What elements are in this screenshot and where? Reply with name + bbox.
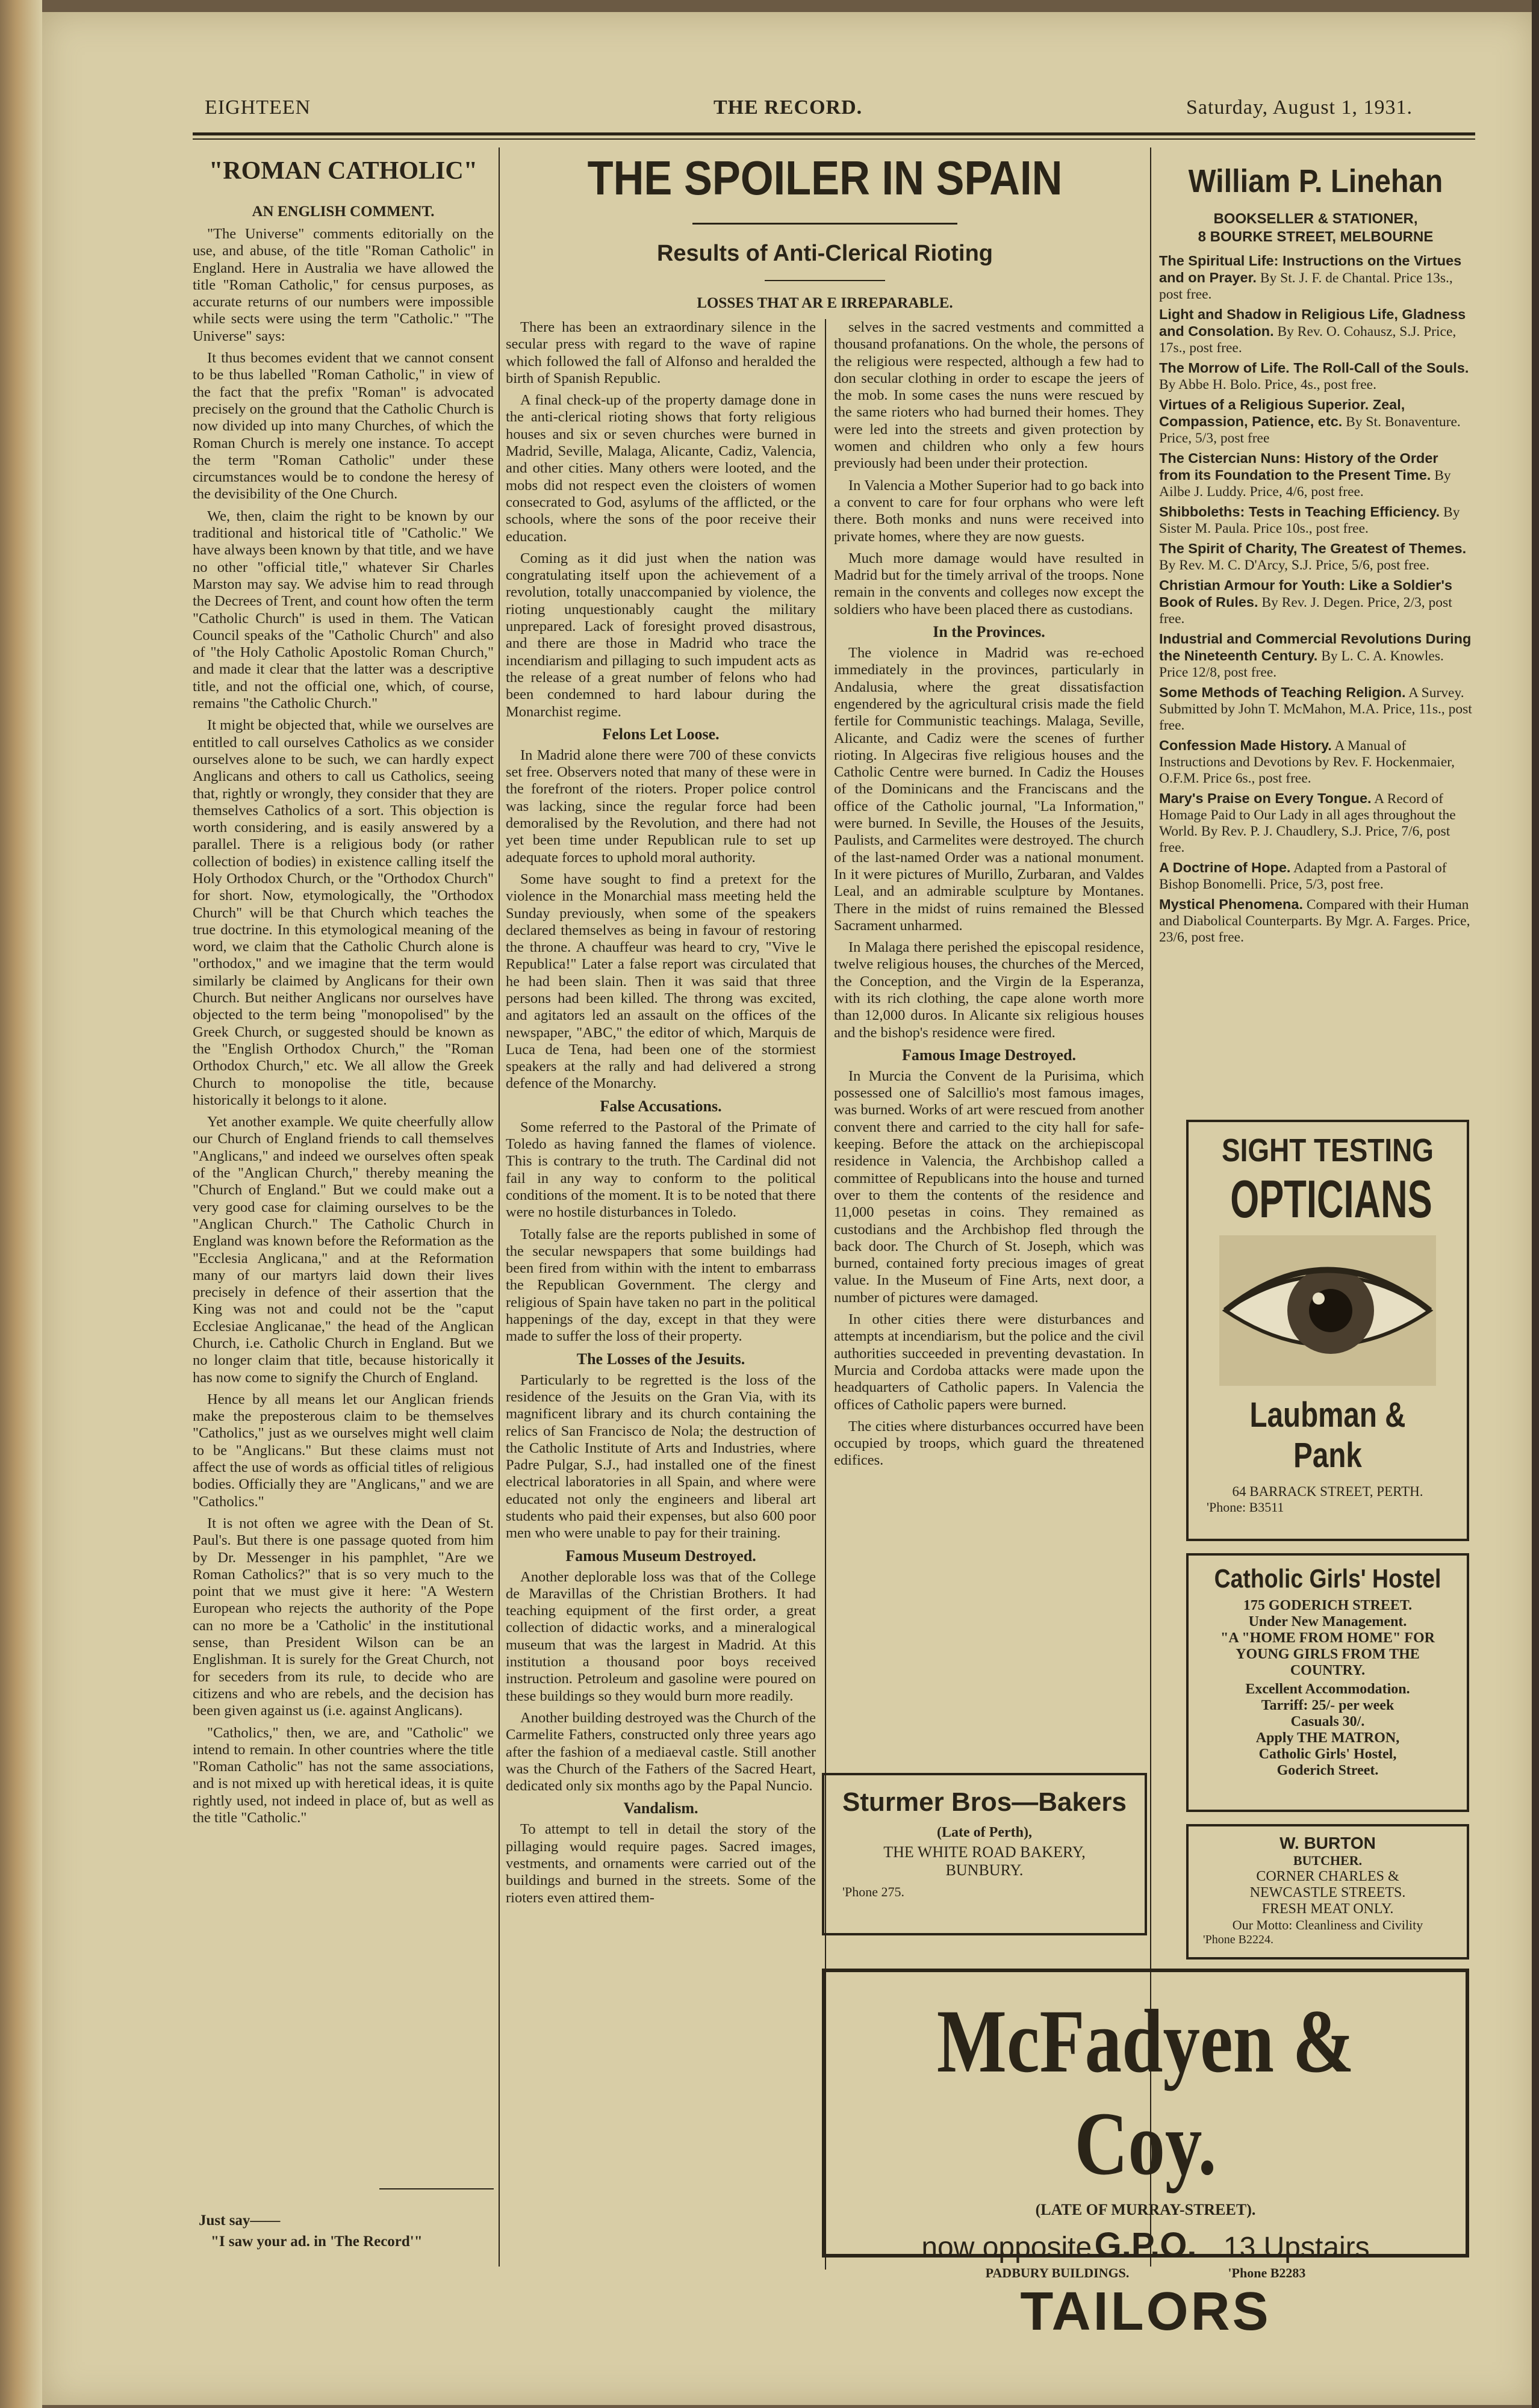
masthead-rule bbox=[193, 132, 1475, 135]
book-title: Some Methods of Teaching Religion. bbox=[1159, 684, 1406, 700]
issue-date: Saturday, August 1, 1931. bbox=[1186, 96, 1413, 119]
subheading: False Accusations. bbox=[600, 1097, 722, 1115]
book-title: Mystical Phenomena. bbox=[1159, 896, 1303, 912]
page-edge bbox=[1532, 0, 1539, 2408]
bakers-phone: 'Phone 275. bbox=[842, 1884, 904, 1899]
opticians-phone: 'Phone: B3511 bbox=[1207, 1500, 1284, 1515]
subheading: Felons Let Loose. bbox=[602, 725, 720, 743]
book-details: A Record of Homage Paid to Our Lady in all ages throughout the World. By Rev. P. J. Chaudlery, S.J. Price, 7/6, post free. bbox=[1159, 791, 1456, 855]
tailor-trade: TAILORS bbox=[1020, 2282, 1271, 2342]
article-paragraph: Much more damage would have resulted in Madrid but for the timely arrival of the troops. None remain in the convents and colleges now except the soldiers who have been placed there as custodians. bbox=[834, 550, 1144, 618]
article-paragraph: In other cities there were disturbances and attempts at incendiarism, but the police and the civil authorities succeeded in preventing devastation. In Murcia and Cordoba attacks were made upon the headquarters of Catholic papers. In Valencia the offices of Catholic papers were burned. bbox=[834, 1311, 1144, 1413]
book-details: A Manual of Instructions and Devotions by Rev. F. Hockenmaier, O.F.M. Price 6s., post free. bbox=[1159, 738, 1455, 786]
butcher-name: W. BURTON bbox=[1279, 1834, 1376, 1852]
tailor-now: now opposite bbox=[921, 2232, 1092, 2264]
main-strap: LOSSES THAT AR E IRREPARABLE. bbox=[697, 295, 953, 311]
end-rule bbox=[379, 2188, 494, 2189]
book-details: A Survey. Submitted by John T. McMahon, M.A. Price, 11s., post free. bbox=[1159, 685, 1472, 733]
butcher-ad bbox=[1186, 1824, 1469, 1960]
bakers-late: (Late of Perth), bbox=[937, 1825, 1032, 1840]
article-paragraph: In Valencia a Mother Superior had to go back into a convent to care for four orphans who were left there. Both monks and nuns were received into private homes, where they are now guests. bbox=[834, 477, 1144, 545]
paper-title: THE RECORD. bbox=[714, 96, 863, 119]
butcher-meat: FRESH MEAT ONLY. bbox=[1261, 1901, 1394, 1917]
book-details: By Ailbe J. Luddy. Price, 4/6, post free. bbox=[1159, 468, 1451, 500]
article-paragraph: Yet another example. We quite cheerfully allow our Church of England friends to call themselves "Anglicans," and indeed we ourselves often speak of the "Anglican Church," thereby meaning the "Church of England." But we could make out a very good case for claiming ourselves to be the "Anglican Church." The Catholic Church in England was known before the Reformation as the "Ecclesia Anglicana," and at the Reformation many of our martyrs laid down their lives precisely in defence of their assertion that the King was not and could not be the "caput Ecclesiae Anglicanae," the head of the Anglican Church, i.e. Catholic Church in England. But we no longer claim that title, because historically it has now come to signify the Church of England. bbox=[193, 1114, 494, 1386]
article-paragraph: A final check-up of the property damage done in the anti-clerical rioting shows that forty religious houses and six or seven churches were burned in Madrid, Seville, Malaga, Alicante, Cadiz, Valencia, and other cities. Many others were looted, and the mobs did not respect even the cloisters of women consecrated to God, asylums of the afflicted, or the schools, where the sons of the poor receive their education. bbox=[506, 392, 816, 545]
tailor-phone: 'Phone B2283 bbox=[1228, 2265, 1306, 2280]
page-number: EIGHTEEN bbox=[205, 96, 311, 119]
book-details: By St. J. F. de Chantal. Price 13s., post free. bbox=[1159, 270, 1453, 302]
main-headline: THE SPOILER IN SPAIN bbox=[587, 151, 1063, 205]
article-paragraph: It thus becomes evident that we cannot consent to be thus labelled "Roman Catholic," in view of the fact that the prefix "Roman" is advocated precisely on the ground that the Catholic Church is now divided up into many Churches, of which the Roman Church is merely one instance. To accept the term "Roman Catholic" under these circumstances would be to condone the heresy of the devisibility of the One Church. bbox=[193, 350, 494, 503]
book-entry bbox=[1159, 896, 1472, 946]
article-paragraph: Hence by all means let our Anglican friends make the preposterous claim to be themselves "Catholics," just as we ourselves might well claim to be "Anglicans." But these claims must not affect the use of words as official titles of religious bodies. Officially they are "Anglicans," and we are "Catholics." bbox=[193, 1391, 494, 1510]
hostel-accommodation: Excellent Accommodation. bbox=[1245, 1681, 1410, 1697]
newspaper-page bbox=[42, 12, 1535, 2405]
subheading: Famous Museum Destroyed. bbox=[565, 1547, 756, 1565]
bookseller-line1: BOOKSELLER & STATIONER, bbox=[1213, 211, 1418, 227]
article-subtitle: AN ENGLISH COMMENT. bbox=[252, 203, 435, 220]
book-entry bbox=[1159, 253, 1472, 303]
article-paragraph: The violence in Madrid was re-echoed immediately in the provinces, particularly in Andalusia, where the great dissatisfaction engendered by the agricultural crisis made the field fertile for Communistic teachings. Malaga, Seville, Alicante, and Cadiz were the scenes of further rioting. In Algeciras five religious houses and the Catholic Centre were burned. In Cadiz the Houses of the Dominicans and the Franciscans and the office of the Catholic journal, "La Information," were burned. In Seville, the Houses of the Jesuits, Paulists, and Carmelites were destroyed. The church of the last-named Order was a national monument. In it were pictures of Murillo, Zurbaran, and Valdes Leal, and an admirable sculpture by Montanes. There in the midst of ruins remained the Blessed Sacrament unharmed. bbox=[834, 645, 1144, 934]
opticians-line2: OPTICIANS bbox=[1230, 1169, 1432, 1229]
book-spine bbox=[0, 0, 42, 2408]
column-rule bbox=[499, 147, 500, 2267]
tailor-upstairs: 13 Upstairs bbox=[1223, 2232, 1370, 2264]
bakers-bakery: THE WHITE ROAD BAKERY, bbox=[883, 1843, 1086, 1861]
tailor-building: PADBURY BUILDINGS. bbox=[985, 2265, 1130, 2280]
deck-rule bbox=[765, 280, 885, 281]
hostel-title: Catholic Girls' Hostel bbox=[1214, 1564, 1441, 1593]
book-title: Mary's Praise on Every Tongue. bbox=[1159, 790, 1372, 806]
book-title: The Morrow of Life. The Roll-Call of the Souls. bbox=[1159, 360, 1469, 376]
book-entry bbox=[1159, 860, 1472, 893]
footer-label: Just say—— bbox=[199, 2212, 281, 2229]
article-paragraph: To attempt to tell in detail the story of the pillaging would require pages. Sacred images, vestments, and ornaments were carried out of the buildings and burned in the streets. Some of the rioters even attired them- bbox=[506, 1821, 816, 1906]
book-title: The Spirit of Charity, The Greatest of Themes. bbox=[1159, 541, 1467, 556]
headline-rule bbox=[692, 223, 957, 225]
book-details: By Sister M. Paula. Price 10s., post free. bbox=[1159, 504, 1460, 536]
book-title: Light and Shadow in Religious Life, Gladness and Consolation. bbox=[1159, 306, 1466, 339]
hostel-org: Catholic Girls' Hostel, bbox=[1258, 1746, 1397, 1762]
bookseller-line2: 8 BOURKE STREET, MELBOURNE bbox=[1198, 229, 1434, 245]
book-title: The Spiritual Life: Instructions on the Virtues and on Prayer. bbox=[1159, 253, 1462, 285]
book-details: Compared with their Human and Diabolical Counterparts. By Mgr. A. Farges. Price, 23/6, post free. bbox=[1159, 897, 1470, 945]
butcher-phone: 'Phone B2224. bbox=[1203, 1933, 1273, 1946]
article-paragraph: We, then, claim the right to be known by our traditional and historical title of "Catholic." We have always been known by that title, and we have no other "official title," whatever Sir Charles Marston may say. We advise him to read through the Decrees of Trent, and count how often the term "Catholic Church" is used in them. The Vatican Council speaks of the "Catholic Church" and also of "the Holy Catholic Apostolic Roman Church," and made it clear that the latter was a descriptive title, and not the official one, which, of course, remains "the Catholic Church." bbox=[193, 507, 494, 712]
book-entry bbox=[1159, 360, 1472, 393]
book-title: A Doctrine of Hope. bbox=[1159, 860, 1291, 875]
masthead-rule-thin bbox=[193, 138, 1475, 140]
article-paragraph: "The Universe" comments editorially on the use, and abuse, of the title "Roman Catholic" in England. Here in Australia we have allowed the title "Roman Catholic," for census purposes, as accurate returns of our numbers were impossible while sects were using the term "Catholic." "The Universe" says: bbox=[193, 226, 494, 344]
article-paragraph: It might be objected that, while we ourselves are entitled to call ourselves Catholics as we consider ourselves alone to be such, we can hardly expect Anglicans and others to call us Catholics, seeing that, rightly or wrongly, they consider that they are themselves Catholics of a sort. This objection is worth considering, and is easily answered by a parallel. There is a religious body (or rather collection of bodies) in existence calling itself the Holy Orthodox Church, or the "Orthodox Church" for short. Now, etymologically, the "Orthodox Church" will be that Church which teaches the true doctrine. In this etymological meaning of the word, we claim that the Catholic Church alone is "orthodox," and we imagine that the term would similarly be claimed by Anglicans for their own Church. But neither Anglicans nor ourselves have objected to the term being "monopolised" by the Greek Church, or suggested should be known as the "English Orthodox Church," the "Roman Orthodox Church," etc. We all allow the Greek Church to monopolise the title, because historically it belongs to it alone. bbox=[193, 717, 494, 1108]
book-entry bbox=[1159, 504, 1472, 537]
book-entry bbox=[1159, 541, 1472, 574]
book-entry bbox=[1159, 631, 1472, 681]
book-entry bbox=[1159, 577, 1472, 627]
book-title: Shibboleths: Tests in Teaching Efficiency. bbox=[1159, 504, 1440, 520]
main-article-column-2 bbox=[834, 319, 1144, 1734]
article-paragraph: Some referred to the Pastoral of the Primate of Toledo as having fanned the flames of violence. This is contrary to the truth. The Cardinal did not fail in any way to conform to the political conditions of the moment. It is to be noted that there were no hostile disturbances in Toledo. bbox=[506, 1119, 816, 1221]
butcher-corner-2: NEWCASTLE STREETS. bbox=[1249, 1885, 1406, 1901]
tailor-name: McFadyen & Coy. bbox=[936, 1991, 1355, 2194]
book-title: Christian Armour for Youth: Like a Soldier's Book of Rules. bbox=[1159, 577, 1452, 610]
article-paragraph: The cities where disturbances occurred have been occupied by troops, which guard the threatened edifices. bbox=[834, 1418, 1144, 1469]
book-details: By Rev. M. C. D'Arcy, S.J. Price, 5/6, post free. bbox=[1159, 557, 1429, 573]
bakers-name: Sturmer Bros—Bakers bbox=[842, 1787, 1127, 1817]
main-article-column-1 bbox=[506, 319, 816, 2270]
book-entry bbox=[1159, 450, 1472, 500]
article-paragraph: There has been an extraordinary silence in the secular press with regard to the wave of rapine which followed the fall of Alfonso and heralded the birth of Spanish Republic. bbox=[506, 319, 816, 386]
article-paragraph: Particularly to be regretted is the loss of the residence of the Jesuits on the Gran Via, with its magnificent library and its church containing the relics of San Francisco de Nola; the destruction of the Catholic Institute of Arts and Industries, where Padre Pulgar, S.J., had installed one of the finest electrical laboratories in all Spain, and where were educated not only the engineers and liberal art students who paid their expenses, but also 600 poor men who were unable to pay for their training. bbox=[506, 1371, 816, 1542]
book-details: By Rev. O. Cohausz, S.J. Price, 17s., post free. bbox=[1159, 324, 1457, 356]
hostel-management: Under New Management. bbox=[1248, 1614, 1407, 1630]
book-list bbox=[1159, 253, 1472, 1108]
book-details: By L. C. A. Knowles. Price 12/8, post free. bbox=[1159, 648, 1444, 680]
book-title: Virtues of a Religious Superior. Zeal, Compassion, Patience, etc. bbox=[1159, 397, 1405, 429]
footer-quote: "I saw your ad. in 'The Record'" bbox=[211, 2233, 423, 2250]
butcher-corner-1: CORNER CHARLES & bbox=[1256, 1869, 1399, 1884]
subheading: Vandalism. bbox=[623, 1799, 698, 1817]
book-details: By Abbe H. Bolo. Price, 4s., post free. bbox=[1159, 377, 1376, 393]
hostel-apply: Apply THE MATRON, bbox=[1255, 1730, 1400, 1746]
hostel-ad bbox=[1186, 1553, 1469, 1812]
article-paragraph: In Madrid alone there were 700 of these convicts set free. Observers noted that many of these were in the forefront of the rioters. Proper police control was lacking, since the regular force had been demoralised by the Revolution, and there had not yet been time under Republican rule to set up adequate forces to uphold moral authority. bbox=[506, 746, 816, 866]
butcher-motto: Our Motto: Cleanliness and Civility bbox=[1232, 1917, 1423, 1932]
subheading: Famous Image Destroyed. bbox=[901, 1046, 1077, 1064]
article-paragraph: In Murcia the Convent de la Purisima, which possessed one of Salcillio's most famous images, was burned. Works of art were rescued from another convent there and carried to the city hall for safe-keeping. Before the attack on the archiepiscopal residence in Valencia, the Archbishop called a committee of Republicans into the house and turned over to them the contents of the residence and 11,000 pesetas in coins. They remained as custodians and the Archbishop fled through the back door. The Church of St. Joseph, which was burned, contained forty precious images of great value. In the Museum of Fine Arts, next door, a number of pictures were damaged. bbox=[834, 1067, 1144, 1306]
article-paragraph: Another deplorable loss was that of the College de Maravillas of the Christian Brothers. It had teaching equipment of the first order, a great collection of didactic works, and a mineralogical museum that was the largest in Madrid. At this institution a thousand poor boys received instruction. Petroleum and gasoline were poured on these buildings so they would burn more readily. bbox=[506, 1568, 816, 1704]
subheading: In the Provinces. bbox=[933, 623, 1045, 641]
article-paragraph: In Malaga there perished the episcopal residence, twelve religious houses, the churches of the Merced, the Conception, and the Virgin de la Esperanza, with its rich clothing, the cape alone worth more than 12,000 duros. In Alicante six religious houses and the bishop's residence were fired. bbox=[834, 939, 1144, 1041]
column-rule bbox=[1150, 147, 1151, 2267]
book-details: By Rev. J. Degen. Price, 2/3, post free. bbox=[1159, 595, 1452, 627]
article-paragraph: Some have sought to find a pretext for the violence in the Monarchial mass meeting held the Sunday previously, when some of the speakers declared themselves as being in favour of restoring the throne. A chauffeur was heard to cry, "Vive le Republica!" Later a false report was circulated that he had been slain. Then it was said that three persons had been killed. The throng was excited, and agitators led an assault on the offices of the newspaper, "ABC," the editor of which, Marquis de Luca de Tena, had been one of the stormiest speakers at the rally and had delivered a strong defence of the Monarchy. bbox=[506, 870, 816, 1092]
hostel-casuals: Casuals 30/. bbox=[1290, 1714, 1365, 1730]
hostel-slogan-2: YOUNG GIRLS FROM THE bbox=[1236, 1646, 1420, 1662]
opticians-line1: SIGHT TESTING bbox=[1222, 1132, 1434, 1168]
article-paragraph: selves in the sacred vestments and committed a thousand profanations. On the whole, the persons of the religious were respected, although a few had to don secular clothing in order to escape the jeers of the mob. In some cases the nuns were rescued by the same rioters who had burned their homes. They were led into the streets and given protection by women and children who only a few hours previously had been under their protection. bbox=[834, 319, 1144, 472]
bakers-town: BUNBURY. bbox=[945, 1861, 1024, 1879]
butcher-trade: BUTCHER. bbox=[1293, 1853, 1363, 1868]
book-title: The Cistercian Nuns: History of the Order from its Foundation to the Present Time. bbox=[1159, 450, 1438, 483]
book-entry bbox=[1159, 306, 1472, 356]
book-details: By St. Bonaventure. Price, 5/3, post free bbox=[1159, 414, 1461, 446]
book-entry bbox=[1159, 397, 1472, 447]
book-entry bbox=[1159, 737, 1472, 787]
tailor-ad bbox=[822, 1969, 1469, 2342]
article-paragraph: Totally false are the reports published in some of the secular newspapers that some buildings had been fired from within with the intent to embarrass the Republican Government. The clergy and religious of Spain have taken no part in the political happenings of the day, except in that they were made to suffer the loss of their property. bbox=[506, 1226, 816, 1345]
article-title: "ROMAN CATHOLIC" bbox=[208, 157, 478, 185]
hostel-tariff: Tarriff: 25/- per week bbox=[1261, 1698, 1394, 1713]
hostel-slogan-1: "A "HOME FROM HOME" FOR bbox=[1220, 1630, 1435, 1646]
bookseller-name: William P. Linehan bbox=[1188, 163, 1443, 199]
eye-illustration bbox=[1219, 1235, 1436, 1386]
book-entry bbox=[1159, 684, 1472, 734]
left-article-body bbox=[193, 226, 494, 2176]
tailor-gpo: G.P.O. bbox=[1094, 2226, 1197, 2265]
opticians-ad bbox=[1186, 1120, 1469, 1541]
article-paragraph: Coming as it did just when the nation was congratulating itself upon the achievement of a revolution, totally unaccompanied by violence, the rioting unquestionably caught the military unprepared. Lack of foresight proved disastrous, and there are those in Madrid who trace the incendiarism and pillaging to such impudent acts as the release of a great number of felons who had been condemned to hard labour during the Monarchist regime. bbox=[506, 550, 816, 720]
book-title: Industrial and Commercial Revolutions During the Nineteenth Century. bbox=[1159, 631, 1472, 663]
tailor-late: (LATE OF MURRAY-STREET). bbox=[1035, 2201, 1256, 2218]
book-entry bbox=[1159, 790, 1472, 856]
subheading: The Losses of the Jesuits. bbox=[576, 1350, 745, 1368]
article-paragraph: "Catholics," then, we are, and "Catholic" we intend to remain. In other countries where the title "Roman Catholic" has not the same associations, and is not mixed up with heretical ideas, it is quite rightly used, not indeed in place of, but as well as the title "Catholic." bbox=[193, 1724, 494, 1826]
book-title: Confession Made History. bbox=[1159, 737, 1332, 753]
opticians-address: 64 BARRACK STREET, PERTH. bbox=[1232, 1484, 1423, 1499]
article-paragraph: Another building destroyed was the Church of the Carmelite Fathers, constructed only three years ago after the fashion of a mediaeval castle. Still another was the Church of the Fathers of the Sacred Heart, dedicated only six months ago by the Papal Nuncio. bbox=[506, 1709, 816, 1795]
opticians-firm: Laubman & Pank bbox=[1249, 1395, 1406, 1475]
article-paragraph: It is not often we agree with the Dean of St. Paul's. But there is one passage quoted from him by Dr. Messenger in his pamphlet, "Are we Roman Catholics?" that is so very much to the point that we must give it here: "A Western European who rejects the authority of the Pope can no more be a 'Catholic' in the institutional sense, than President Wilson can be an Englishman. It is surely for the Great Church, not for seceders from its rule, to decide who are citizens and who are rebels, and the decision has been given against us (i.e. against Anglicans). bbox=[193, 1515, 494, 1719]
hostel-street: Goderich Street. bbox=[1276, 1763, 1379, 1778]
main-deck: Results of Anti-Clerical Rioting bbox=[656, 241, 993, 266]
book-details: Adapted from a Pastoral of Bishop Bonomelli. Price, 5/3, post free. bbox=[1159, 860, 1447, 892]
hostel-slogan-3: COUNTRY. bbox=[1290, 1663, 1366, 1678]
bakers-ad bbox=[822, 1773, 1147, 1935]
hostel-address: 175 GODERICH STREET. bbox=[1243, 1598, 1413, 1613]
